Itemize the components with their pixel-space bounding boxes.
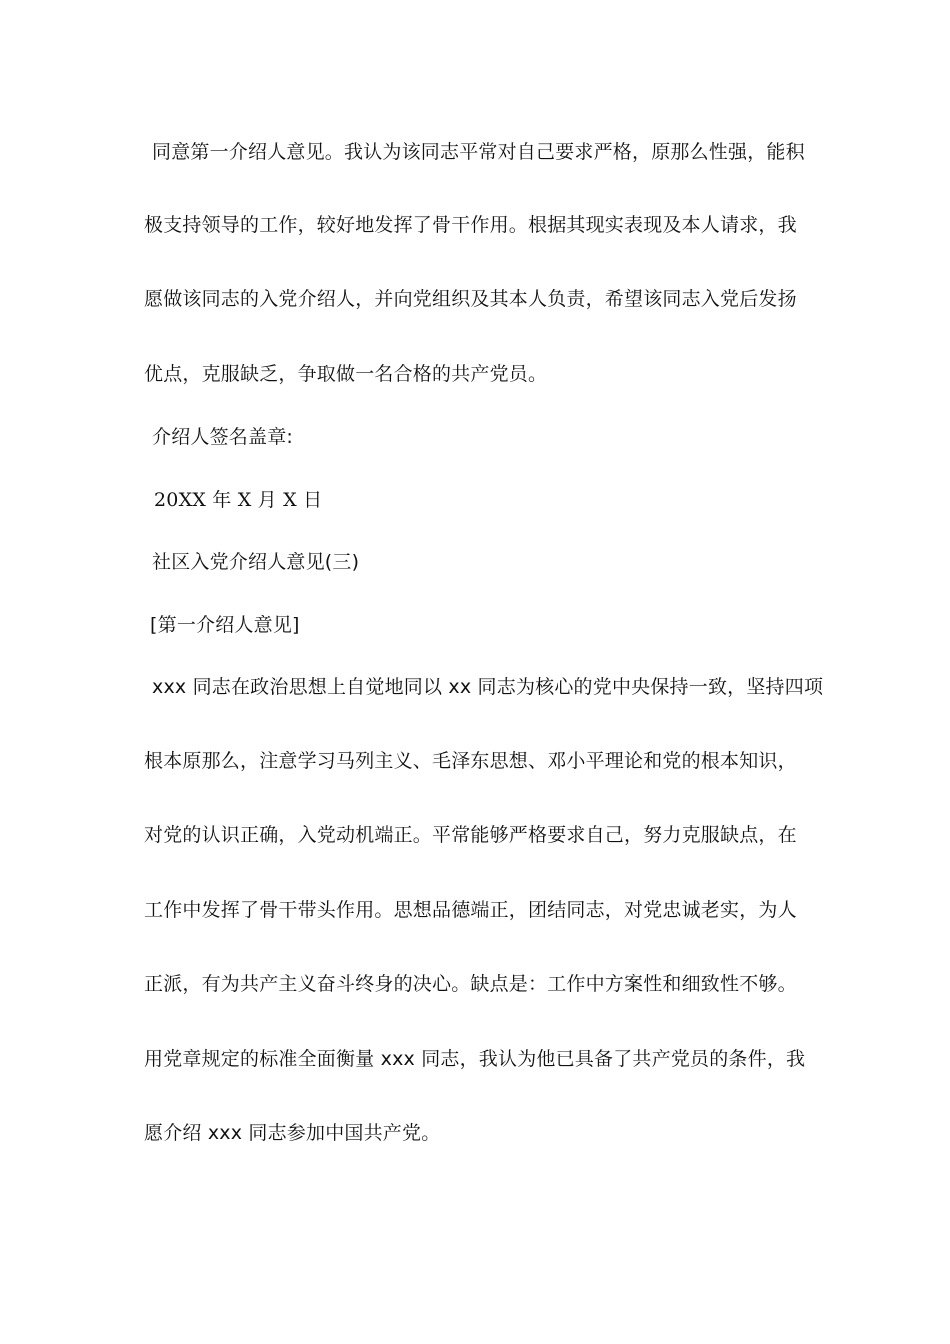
paragraph-line: 正派，有为共产主义奋斗终身的决心。缺点是：工作中方案性和细致性不够。 [144,973,797,995]
signature-label: 介绍人签名盖章: [152,426,294,448]
paragraph-line: 同意第一介绍人意见。我认为该同志平常对自己要求严格，原那么性强，能积 [152,141,805,163]
paragraph-line: 愿介绍 xxx 同志参加中国共产党。 [144,1122,441,1144]
date-line: 20XX 年 X 月 X 日 [154,489,323,511]
paragraph-line: 极支持领导的工作，较好地发挥了骨干作用。根据其现实表现及本人请求，我 [144,214,797,236]
paragraph-line: 用党章规定的标准全面衡量 xxx 同志，我认为他已具备了共产党员的条件，我 [144,1048,806,1070]
paragraph-line: 愿做该同志的入党介绍人，并向党组织及其本人负责，希望该同志入党后发扬 [144,288,797,310]
paragraph-line: 根本原那么，注意学习马列主义、毛泽东思想、邓小平理论和党的根本知识， [144,750,797,772]
paragraph-line: 对党的认识正确，入党动机端正。平常能够严格要求自己，努力克服缺点，在 [144,824,797,846]
paragraph-line: xxx 同志在政治思想上自觉地同以 xx 同志为核心的党中央保持一致，坚持四项 [152,676,824,698]
paragraph-line: 工作中发挥了骨干带头作用。思想品德端正，团结同志，对党忠诚老实，为人 [144,899,797,921]
paragraph-line: 优点，克服缺乏，争取做一名合格的共产党员。 [144,363,548,385]
section-subheading: [第一介绍人意见] [150,614,300,636]
section-heading: 社区入党介绍人意见(三) [152,551,360,573]
